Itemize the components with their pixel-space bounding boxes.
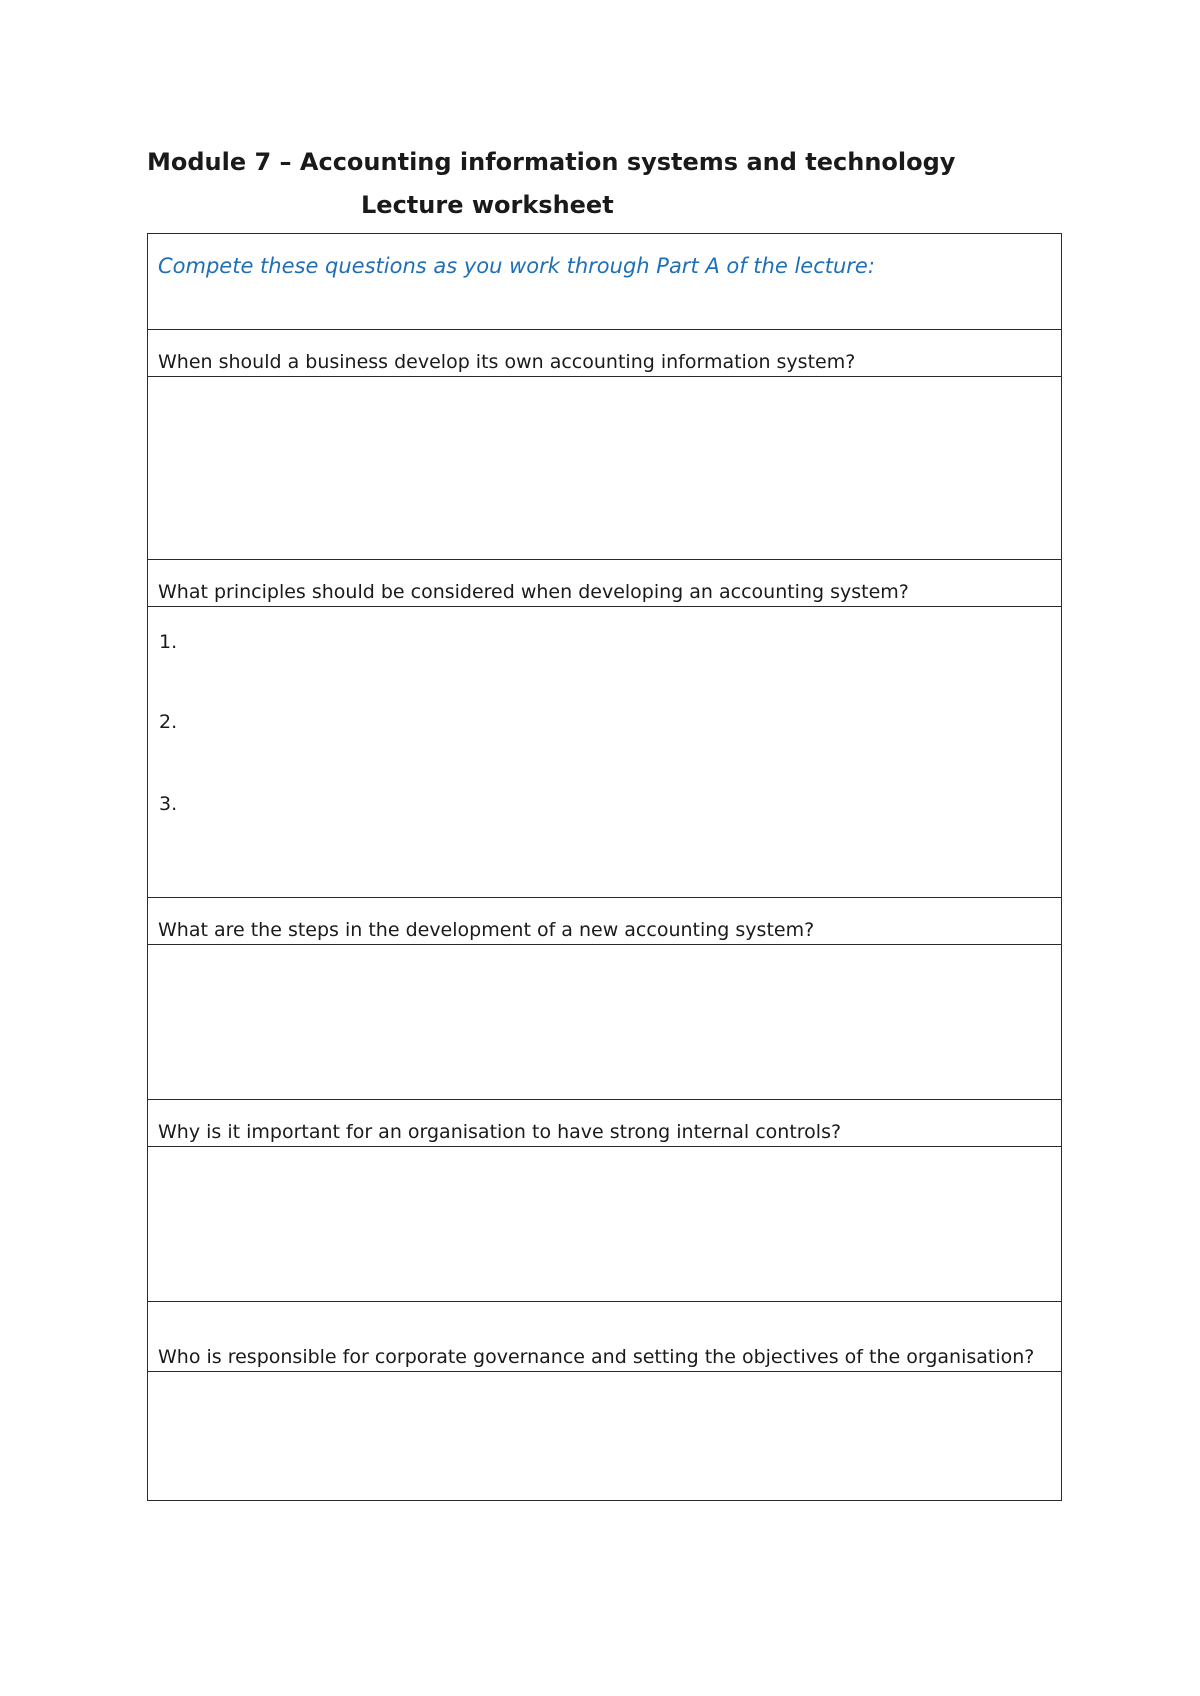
- principle-number-1: 1.: [159, 631, 178, 653]
- question-cell-3: [148, 898, 1061, 945]
- question-text-5: Who is responsible for corporate governance and setting the objectives of the organisation?: [158, 1346, 1035, 1369]
- principle-number-2: 2.: [159, 711, 178, 733]
- question-text-1: When should a business develop its own accounting information system?: [158, 351, 856, 374]
- answer-cell-5[interactable]: [148, 1372, 1061, 1500]
- question-text-2: What principles should be considered when developing an accounting system?: [158, 581, 909, 604]
- question-cell-2: [148, 560, 1061, 607]
- question-cell-5: [148, 1302, 1061, 1372]
- answer-cell-3[interactable]: [148, 945, 1061, 1100]
- instruction-cell: [148, 234, 1061, 330]
- principle-number-3: 3.: [159, 793, 178, 815]
- question-text-4: Why is it important for an organisation to have strong internal controls?: [158, 1121, 842, 1144]
- question-cell-1: [148, 330, 1061, 377]
- answer-cell-2[interactable]: [148, 607, 1061, 898]
- page-title: Module 7 – Accounting information systems and technology: [147, 148, 956, 176]
- answer-cell-1[interactable]: [148, 377, 1061, 560]
- page-subtitle: Lecture worksheet: [361, 191, 614, 219]
- worksheet-table: [147, 233, 1062, 1501]
- answer-cell-4[interactable]: [148, 1147, 1061, 1302]
- question-text-3: What are the steps in the development of a new accounting system?: [158, 919, 815, 942]
- question-cell-4: [148, 1100, 1061, 1147]
- instruction-text: Compete these questions as you work through Part A of the lecture:: [158, 254, 875, 278]
